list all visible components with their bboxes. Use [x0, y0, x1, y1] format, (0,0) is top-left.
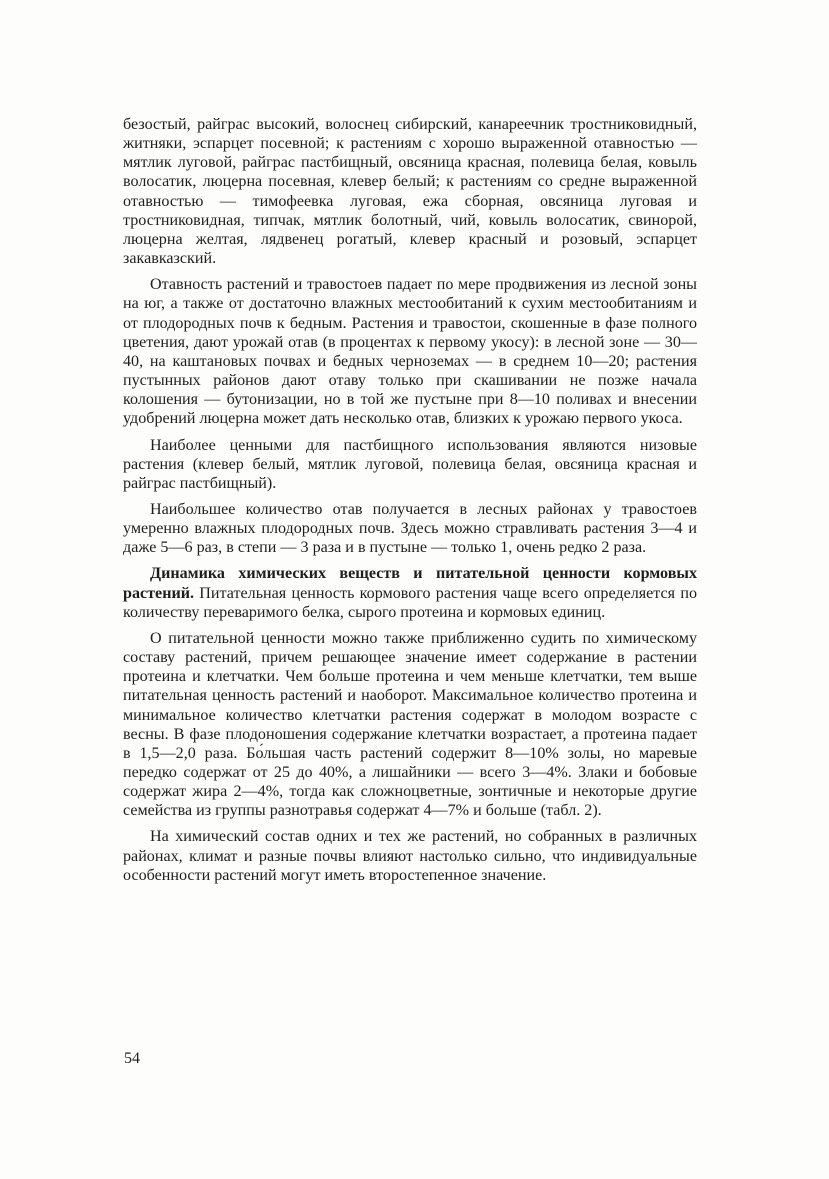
paragraph-6	[123, 629, 697, 821]
page-number: 54	[124, 1050, 140, 1067]
paragraph-7	[123, 827, 697, 884]
section-heading: Динамика химических веществ и питательной ценности кормовых растений.	[123, 565, 697, 602]
paragraph-3-text: Наиболее ценными для пастбищного использования являются низовые растения (клевер белый, мятлик луговой, полевица белая, овсяница красная и райграс пастбищный).	[123, 436, 697, 492]
paragraph-4	[123, 500, 697, 557]
paragraph-5-text: Питательная ценность кормового растения чаще всего определяется по количеству переваримого белка, сырого протеина и кормовых единиц.	[123, 584, 697, 621]
paragraph-5	[123, 564, 697, 621]
paragraph-2	[123, 275, 697, 428]
main-text	[123, 115, 697, 892]
paragraph-1	[123, 115, 697, 268]
paragraph-6-text: О питательной ценности можно также приближенно судить по химическому составу растений, причем решающее значение имеет содержание в растении протеина и клетчатки. Чем больше протеина и чем меньше клетчатки, тем выше питательная ценность растений и наоборот. Максимальное количество протеина и минимальное количество клетчатки растения содержат в молодом возрасте с весны. В фазе плодоношения содержание клетчатки возрастает, а протеина падает в 1,5—2,0 раза. Бо́льшая часть растений содержит 8—10% золы, но маревые передко содержат от 25 до 40%, а лишайники — всего 3—4%. Злаки и бобовые содержат жира 2—4%, тогда как сложноцветные, зонтичные и некоторые другие семейства из группы разнотравья содержат 4—7% и больше (табл. 2).	[123, 629, 697, 820]
paragraph-7-text: На химический состав одних и тех же растений, но собранных в различных районах, климат и разные почвы влияют настолько сильно, что индивидуальные особенности растений могут иметь второстепенное значение.	[123, 828, 697, 884]
paragraph-1-text: безостый, райграс высокий, волоснец сибирский, канареечник тростниковидный, житняки, эспарцет посевной; к растениям с хорошо выраженной отавностью — мятлик луговой, райграс пастбищный, овсяница красная, полевица белая, ковыль волосатик, люцерна посевная, клевер белый; к растениям со средне выраженной отавностью — тимофеевка луговая, ежа сборная, овсяница луговая и тростниковидная, типчак, мятлик болотный, чий, ковыль волосатик, свинорой, люцерна желтая, лядвенец рогатый, клевер красный и розовый, эспарцет закавказский.	[123, 116, 697, 268]
paragraph-2-text: Отавность растений и травостоев падает по мере продвижения из лесной зоны на юг, а также от достаточно влажных местообитаний к сухим местообитаниям и от плодородных почв к бедным. Растения и травостои, скошенные в фазе полного цветения, дают урожай отав (в процентах к первому укосу): в лесной зоне — 30—40, на каштановых почвах и бедных черноземах — в среднем 10—20; растения пустынных районов дают отаву только при скашивании не позже начала колошения — бутонизации, но в той же пустыне при 8—10 поливах и внесении удобрений люцерна может дать несколько отав, близких к урожаю первого укоса.	[123, 276, 697, 428]
paragraph-3	[123, 436, 697, 493]
paragraph-4-text: Наибольшее количество отав получается в лесных районах у травостоев умеренно влажных плодородных почв. Здесь можно стравливать растения 3—4 и даже 5—6 раз, в степи — 3 раза и в пустыне — только 1, очень редко 2 раза.	[123, 500, 697, 557]
